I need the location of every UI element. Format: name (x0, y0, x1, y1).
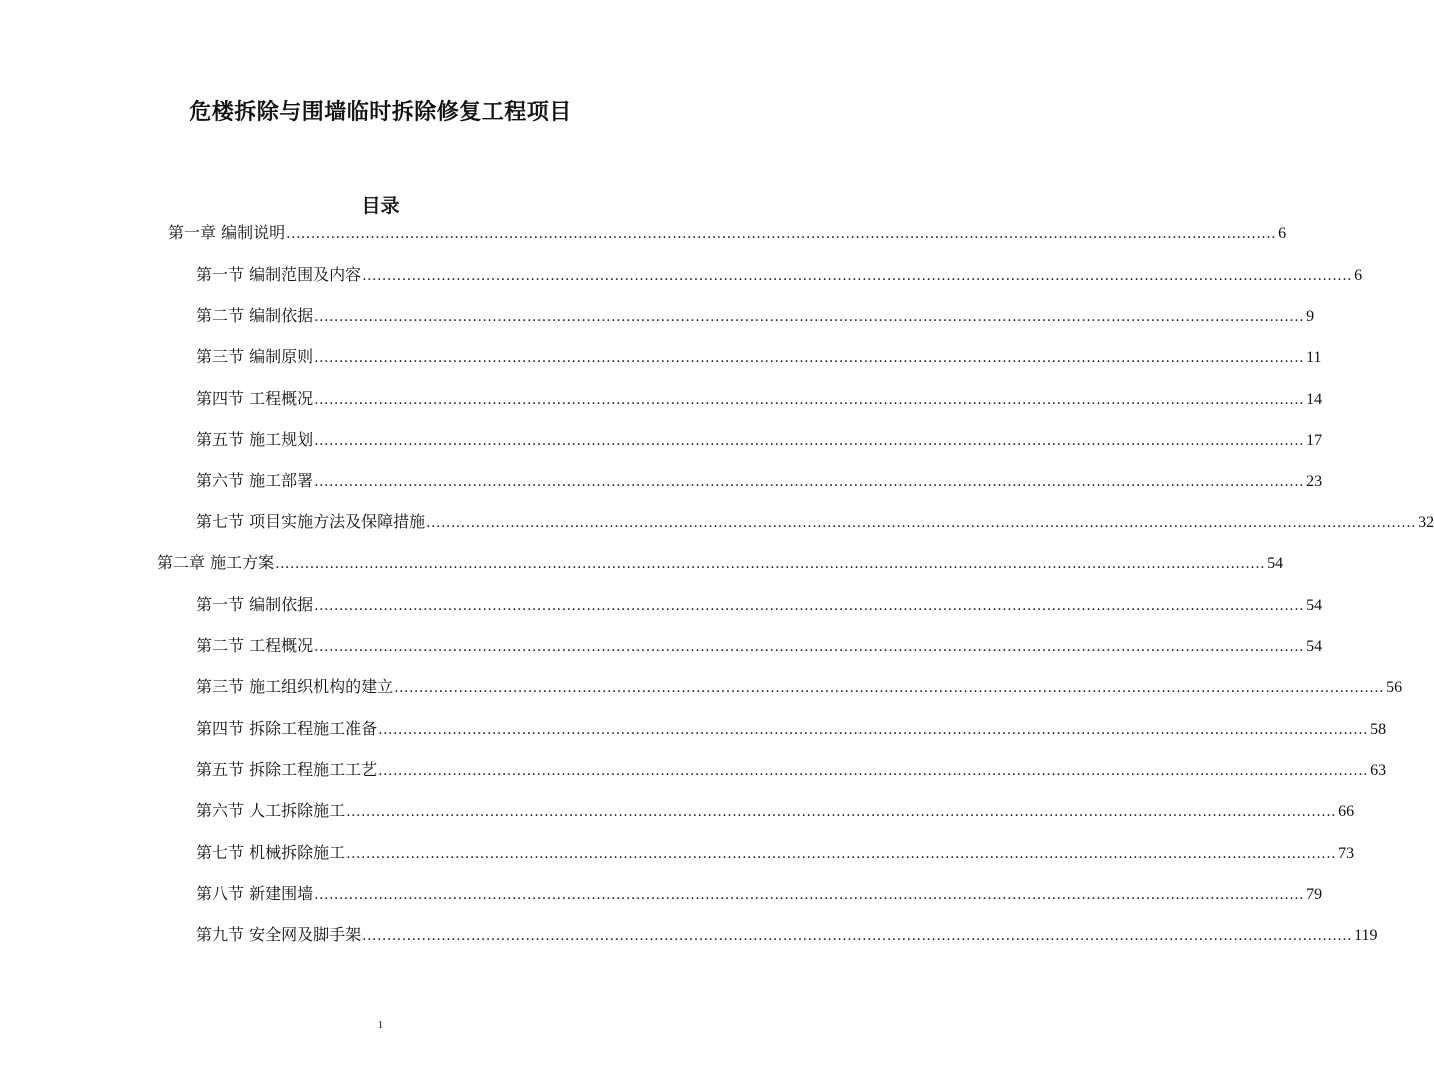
toc-section-entry[interactable] (196, 840, 1355, 866)
toc-entry-label: 第四节 工程概况 (196, 389, 314, 408)
toc-dot-leader: ........................................................................................................................................................................................................ (286, 226, 1277, 242)
toc-entry-page: 54 (1306, 638, 1323, 655)
toc-dot-leader: ........................................................................................................................................................................................................ (314, 598, 1305, 614)
toc-entry-page: 66 (1338, 803, 1355, 820)
toc-chapter-entry[interactable] (168, 220, 1287, 246)
toc-section-entry[interactable] (196, 427, 1323, 453)
toc-dot-leader: ........................................................................................................................................................................................................ (346, 804, 1337, 820)
toc-entry-label: 第一节 编制范围及内容 (196, 265, 362, 284)
toc-entry-page: 73 (1338, 845, 1355, 862)
toc-section-entry[interactable] (196, 922, 1378, 948)
toc-entry-label: 第一节 编制依据 (196, 595, 314, 614)
toc-entry-label: 第二节 工程概况 (196, 636, 314, 655)
toc-entry-page: 56 (1386, 679, 1403, 696)
toc-section-entry[interactable] (196, 881, 1323, 907)
toc-entry-label: 第五节 拆除工程施工工艺 (196, 760, 378, 779)
toc-entry-label: 第七节 项目实施方法及保障措施 (196, 512, 426, 531)
toc-entry-page: 54 (1306, 597, 1323, 614)
toc-dot-leader: ........................................................................................................................................................................................................ (378, 722, 1369, 738)
toc-section-entry[interactable] (196, 468, 1323, 494)
toc-dot-leader: ........................................................................................................................................................................................................ (314, 392, 1305, 408)
toc-dot-leader: ........................................................................................................................................................................................................ (314, 639, 1305, 655)
toc-chapter-entry[interactable] (157, 550, 1284, 576)
toc-entry-label: 第六节 施工部署 (196, 471, 314, 490)
toc-section-entry[interactable] (196, 592, 1323, 618)
toc-section-entry[interactable] (196, 262, 1363, 288)
toc-dot-leader: ........................................................................................................................................................................................................ (362, 928, 1353, 944)
toc-entry-page: 17 (1306, 432, 1323, 449)
toc-entry-label: 第二节 编制依据 (196, 306, 314, 325)
toc-dot-leader: ........................................................................................................................................................................................................ (314, 350, 1305, 366)
toc-dot-leader: ........................................................................................................................................................................................................ (314, 887, 1305, 903)
toc-section-entry[interactable] (196, 509, 1434, 535)
toc-entry-page: 58 (1370, 721, 1387, 738)
toc-dot-leader: ........................................................................................................................................................................................................ (275, 556, 1266, 572)
toc-dot-leader: ........................................................................................................................................................................................................ (314, 309, 1305, 325)
toc-entry-label: 第六节 人工拆除施工 (196, 801, 346, 820)
toc-section-entry[interactable] (196, 633, 1323, 659)
toc-dot-leader: ........................................................................................................................................................................................................ (346, 846, 1337, 862)
toc-entry-page: 54 (1267, 555, 1284, 572)
toc-entry-label: 第五节 施工规划 (196, 430, 314, 449)
toc-entry-label: 第三节 施工组织机构的建立 (196, 677, 394, 696)
toc-entry-page: 9 (1306, 308, 1315, 325)
toc-dot-leader: ........................................................................................................................................................................................................ (314, 474, 1305, 490)
document-title: 危楼拆除与围墙临时拆除修复工程项目 (189, 100, 572, 125)
toc-dot-leader: ........................................................................................................................................................................................................ (378, 763, 1369, 779)
page-number: 1 (377, 1019, 384, 1031)
toc-entry-label: 第八节 新建围墙 (196, 884, 314, 903)
toc-section-entry[interactable] (196, 757, 1387, 783)
toc-entry-page: 23 (1306, 473, 1323, 490)
toc-dot-leader: ........................................................................................................................................................................................................ (426, 515, 1417, 531)
toc-section-entry[interactable] (196, 798, 1355, 824)
toc-dot-leader: ........................................................................................................................................................................................................ (394, 680, 1385, 696)
toc-dot-leader: ........................................................................................................................................................................................................ (314, 433, 1305, 449)
toc-entry-label: 第四节 拆除工程施工准备 (196, 719, 378, 738)
toc-entry-label: 第三节 编制原则 (196, 347, 314, 366)
toc-entry-label: 第九节 安全网及脚手架 (196, 925, 362, 944)
toc-section-entry[interactable] (196, 344, 1322, 370)
toc-entry-page: 79 (1306, 886, 1323, 903)
toc-section-entry[interactable] (196, 386, 1323, 412)
toc-entry-page: 63 (1370, 762, 1387, 779)
toc-section-entry[interactable] (196, 674, 1403, 700)
toc-section-entry[interactable] (196, 303, 1315, 329)
toc-entry-page: 11 (1306, 349, 1322, 366)
toc-entry-page: 6 (1278, 225, 1287, 242)
toc-entry-page: 14 (1306, 391, 1323, 408)
toc-section-entry[interactable] (196, 716, 1387, 742)
toc-entry-page: 32 (1418, 514, 1434, 531)
toc-entry-label: 第七节 机械拆除施工 (196, 843, 346, 862)
toc-dot-leader: ........................................................................................................................................................................................................ (362, 268, 1353, 284)
toc-entry-page: 119 (1354, 927, 1378, 944)
toc-entry-page: 6 (1354, 267, 1363, 284)
toc-entry-label: 第二章 施工方案 (157, 553, 275, 572)
toc-entry-label: 第一章 编制说明 (168, 223, 286, 242)
toc-heading: 目录 (361, 195, 400, 217)
